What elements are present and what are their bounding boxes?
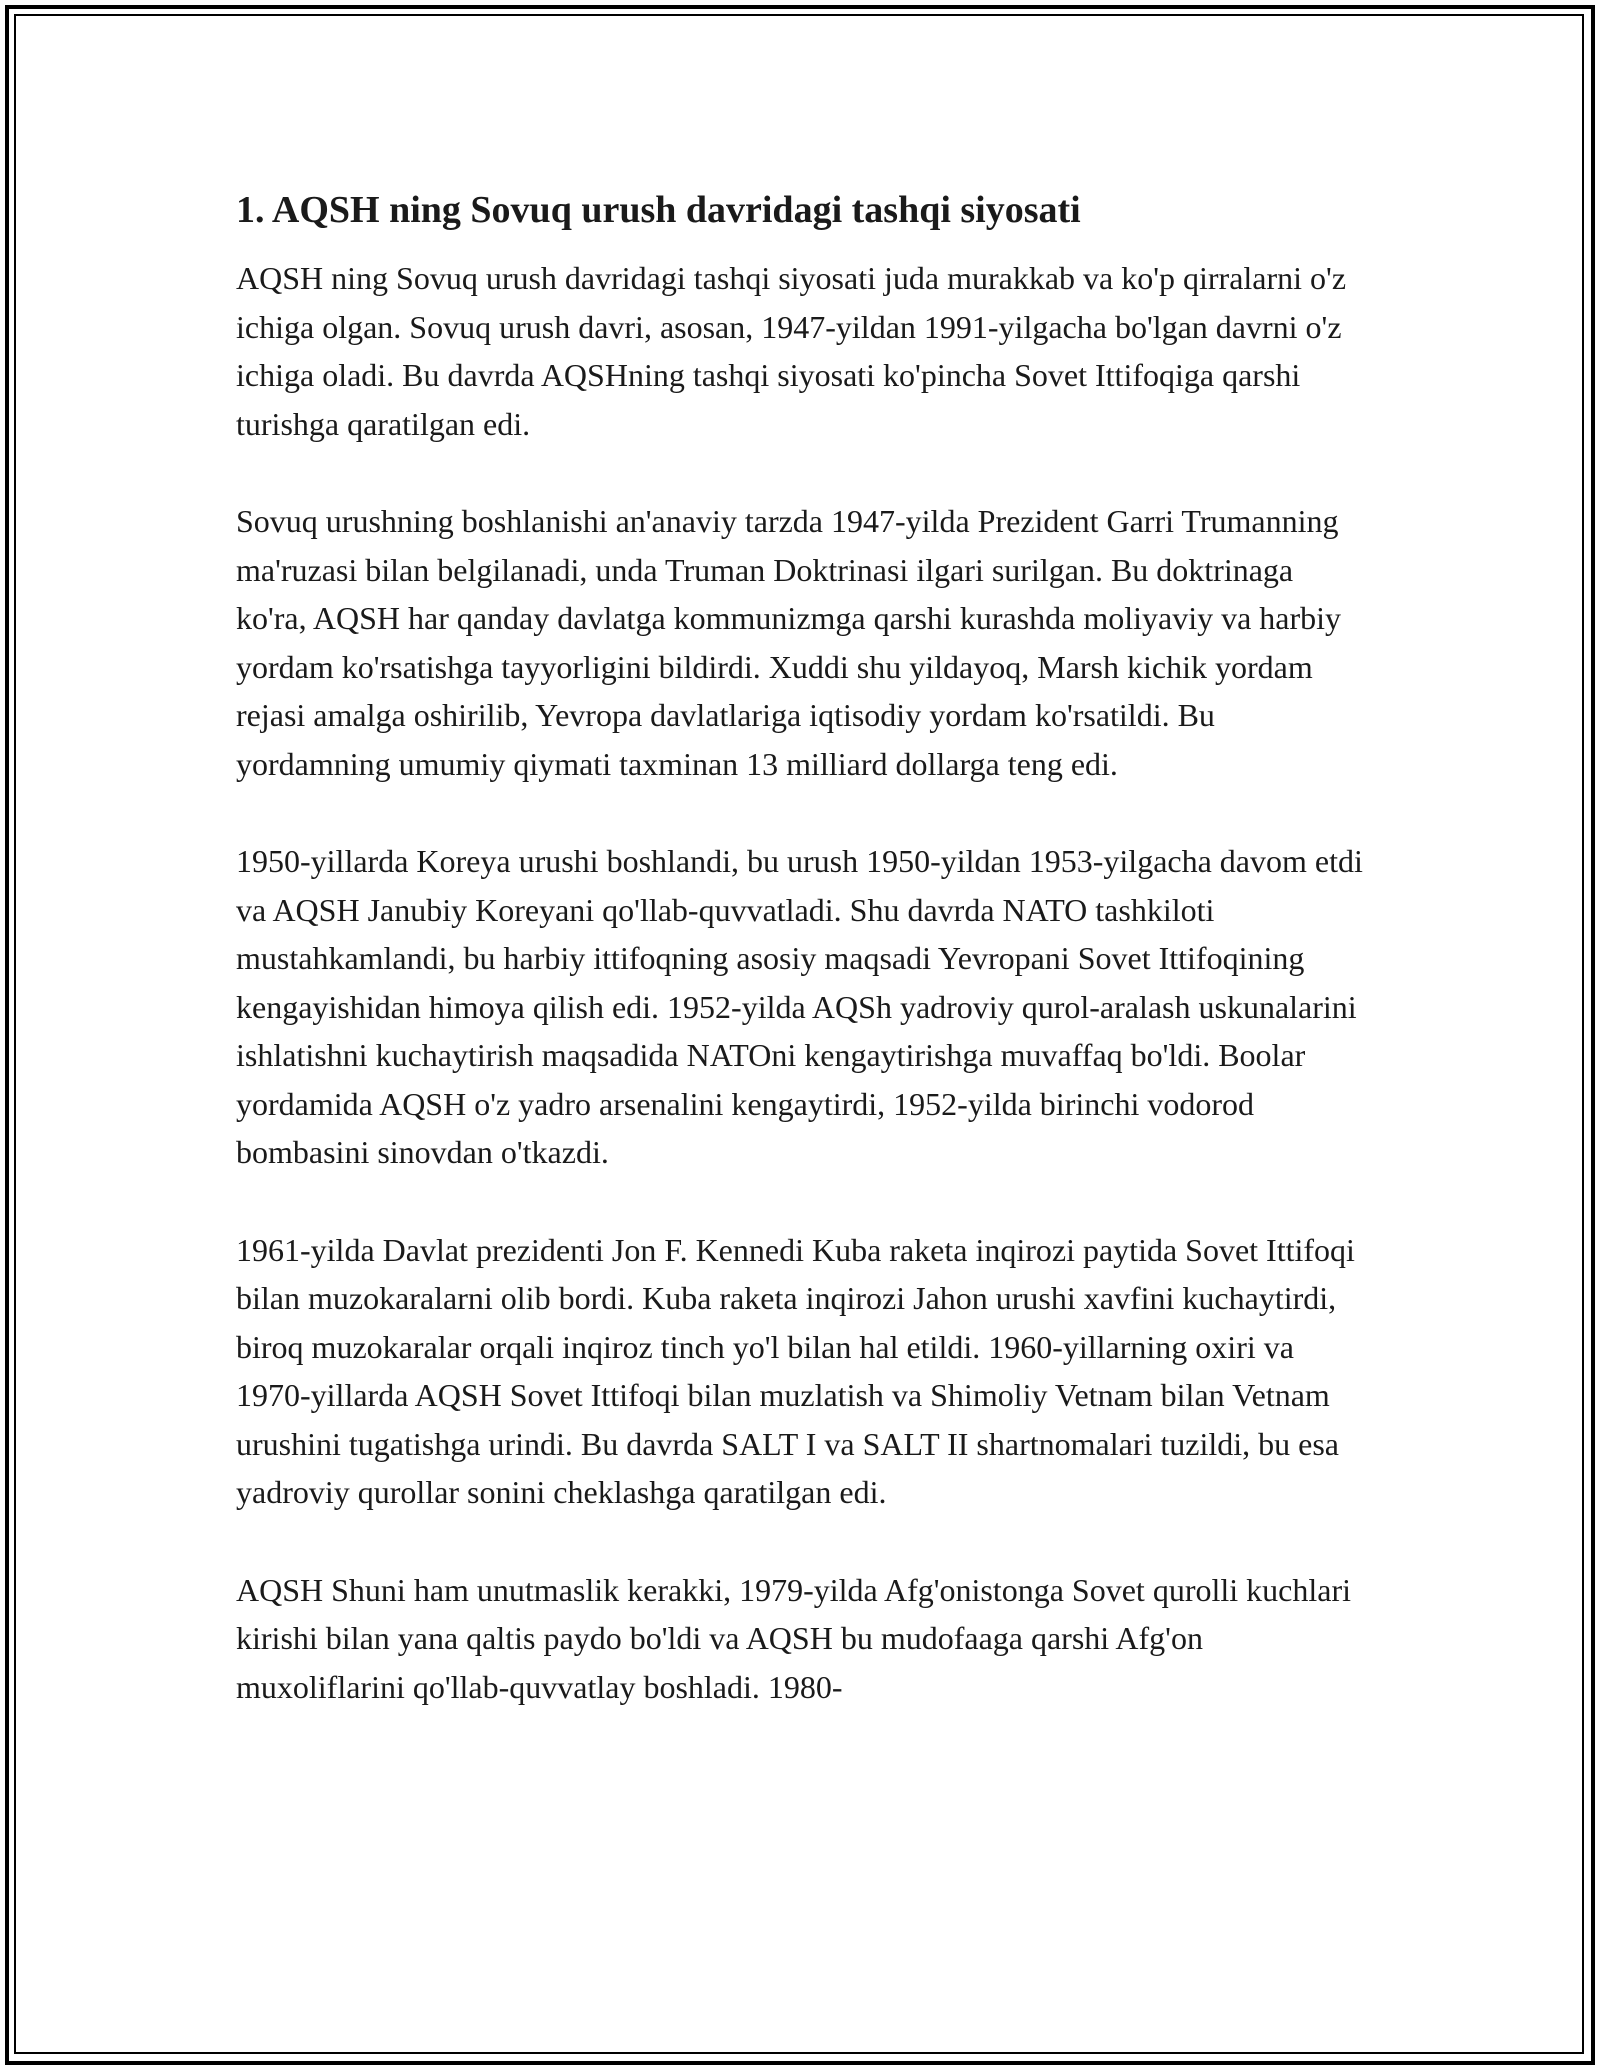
- paragraph-4: 1961-yilda Davlat prezidenti Jon F. Kennedi Kuba raketa inqirozi paytida Sovet Ittifoqi bilan muzokaralarni olib bordi. Kuba raketa inqirozi Jahon urushi xavfini kuchaytirdi, biroq muzokaralar orqali inqiroz tinch yo'l bilan hal etildi. 1960-yillarning oxiri va 1970-yillarda AQSH Sovet Ittifoqi bilan muzlatish va Shimoliy Vetnam bilan Vetnam urushini tugatishga urindi. Bu davrda SALT I va SALT II shartnomalari tuzildi, bu esa yadroviy qurollar sonini cheklashga qaratilgan edi.: [236, 1231, 1355, 1510]
- document-body: [236, 186, 1366, 1711]
- paragraph-5: AQSH Shuni ham unutmaslik kerakki, 1979-yilda Afg'onistonga Sovet qurolli kuchlari kirishi bilan yana qaltis paydo bo'ldi va AQSH bu mudofaaga qarshi Afg'on muxoliflarini qo'llab-quvvatlay boshladi. 1980-: [236, 1571, 1351, 1705]
- paragraph-3: 1950-yillarda Koreya urushi boshlandi, bu urush 1950-yildan 1953-yilgacha davom etdi va AQSH Janubiy Koreyani qo'llab-quvvatladi. Shu davrda NATO tashkiloti mustahkamlandi, bu harbiy ittifoqning asosiy maqsadi Yevropani Sovet Ittifoqining kengayishidan himoya qilish edi. 1952-yilda AQSh yadroviy qurol-aralash uskunalarini ishlatishni kuchaytirish maqsadida NATOni kengaytirishga muvaffaq bo'ldi. Boolar yordamida AQSH o'z yadro arsenalini kengaytirdi, 1952-yilda birinchi vodorod bombasini sinovdan o'tkazdi.: [236, 843, 1363, 1170]
- paragraph-2: Sovuq urushning boshlanishi an'anaviy tarzda 1947-yilda Prezident Garri Trumanning ma'ruzasi bilan belgilanadi, unda Truman Doktrinasi ilgari surilgan. Bu doktrinaga ko'ra, AQSH har qanday davlatga kommunizmga qarshi kurashda moliyaviy va harbiy yordam ko'rsatishga tayyorligini bildirdi. Xuddi shu yildayoq, Marsh kichik yordam rejasi amalga oshirilib, Yevropa davlatlariga iqtisodiy yordam ko'rsatildi. Bu yordamning umumiy qiymati taxminan 13 milliard dollarga teng edi.: [236, 503, 1342, 782]
- paragraph-1: AQSH ning Sovuq urush davridagi tashqi siyosati juda murakkab va ko'p qirralarni o'z ichiga olgan. Sovuq urush davri, asosan, 1947-yildan 1991-yilgacha bo'lgan davrni o'z ichiga oladi. Bu davrda AQSHning tashqi siyosati ko'pincha Sovet Ittifoqiga qarshi turishga qaratilgan edi.: [236, 260, 1347, 442]
- section-heading: 1. AQSH ning Sovuq urush davridagi tashqi siyosati: [236, 189, 1081, 231]
